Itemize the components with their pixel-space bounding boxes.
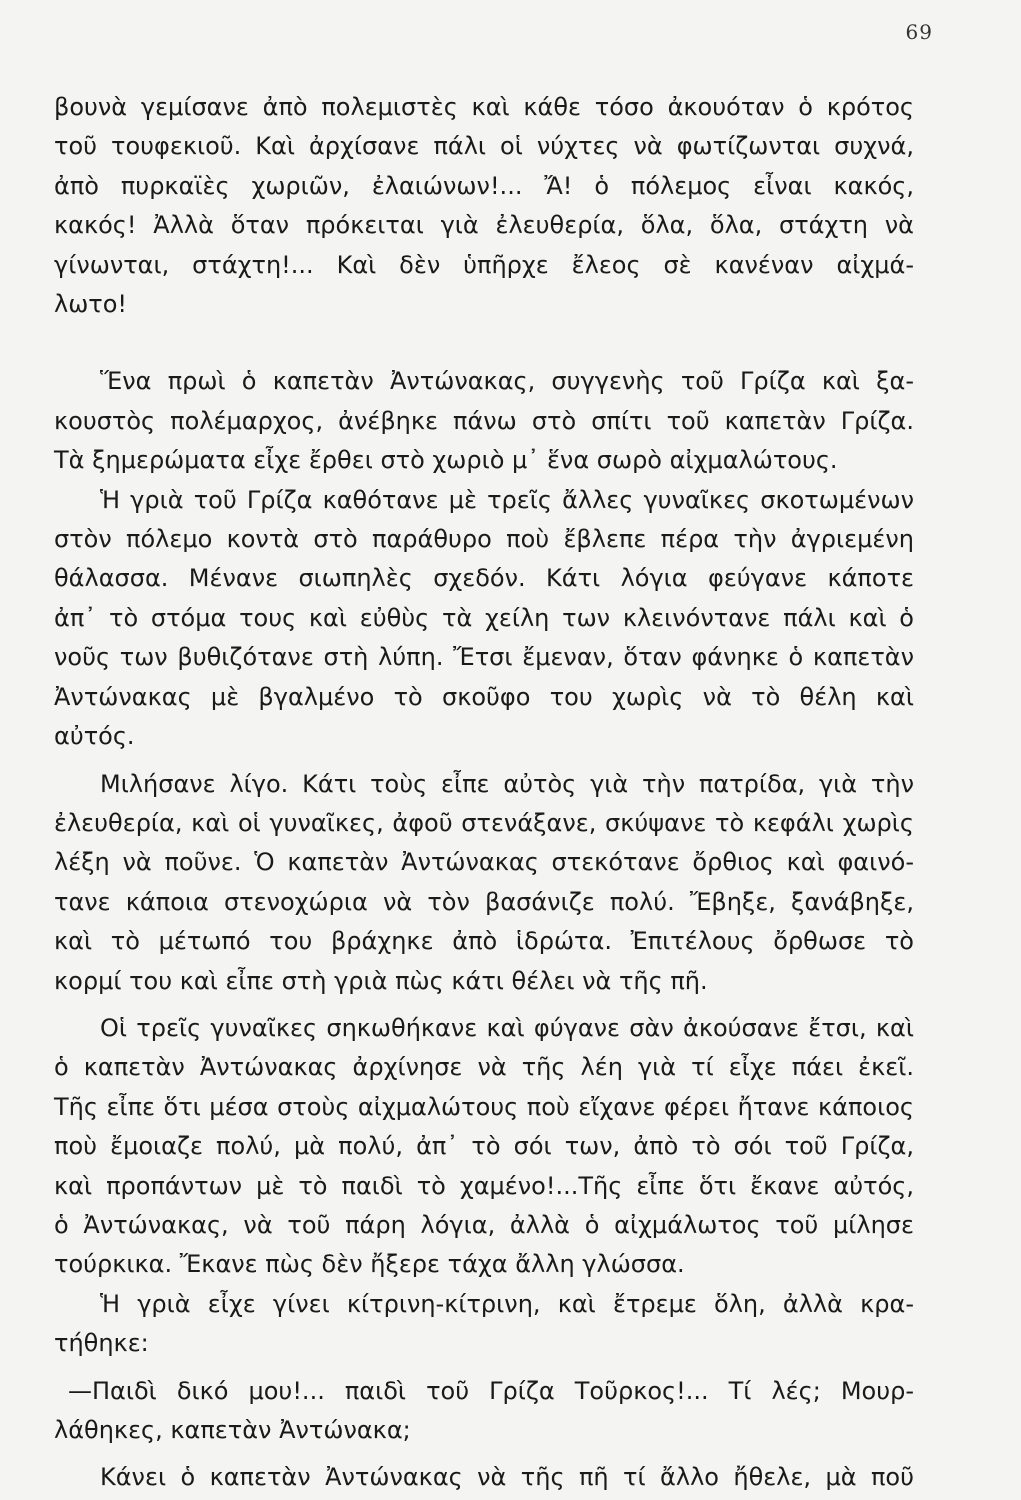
text-line: Τὰ ξημερώματα εἶχε ἔρθει στὸ χωριὸ μ᾿ ἕνα σωρὸ αἰχμαλώτους. xyxy=(54,446,838,475)
text-line: ὁ καπετὰν Ἀντώνακας ἀρχίνησε νὰ τῆς λέη γιὰ τί εἶχε πάει ἐκεῖ. xyxy=(54,1053,914,1082)
text-line: τοῦ τουφεκιοῦ. Καὶ ἀρχίσανε πάλι οἱ νύχτες νὰ φωτίζωνται συχνά, xyxy=(54,132,914,161)
text-line: Ἡ γριὰ εἶχε γίνει κίτρινη-κίτρινη, καὶ ἔτρεμε ὅλη, ἀλλὰ κρα- xyxy=(100,1289,914,1318)
paragraph-gap xyxy=(54,324,914,362)
paragraph-gap xyxy=(54,1001,914,1009)
paragraph xyxy=(54,481,914,757)
text-line: ποὺ ἔμοιαζε πολύ, μὰ πολύ, ἀπ᾿ τὸ σόι των, ἀπὸ τὸ σόι τοῦ Γρίζα, xyxy=(54,1132,914,1161)
text-line: Ἕνα πρωὶ ὁ καπετὰν Ἀντώνακας, συγγενὴς τοῦ Γρίζα καὶ ξα- xyxy=(100,367,914,396)
text-line: Ἀντώνακας μὲ βγαλμένο τὸ σκοῦφο του χωρὶς νὰ τὸ θέλη καὶ xyxy=(54,682,914,711)
text-line: λωτο! xyxy=(54,290,128,319)
text-line: Οἱ τρεῖς γυναῖκες σηκωθήκανε καὶ φύγανε σὰν ἀκούσανε ἔτσι, καὶ xyxy=(100,1013,914,1042)
text-line: ἀπὸ πυρκαϊὲς χωριῶν, ἐλαιώνων!... Ἄ! ὁ πόλεμος εἶναι κακός, xyxy=(54,171,914,200)
text-line: θάλασσα. Μένανε σιωπηλὲς σχεδόν. Κάτι λόγια φεύγανε κάποτε xyxy=(54,564,914,593)
body-text xyxy=(54,88,914,1498)
paragraph-gap xyxy=(54,757,914,765)
text-line: ἀπ᾿ τὸ στόμα τους καὶ εὐθὺς τὰ χείλη των κλεινόντανε πάλι καὶ ὁ xyxy=(54,603,914,632)
paragraph xyxy=(54,362,914,480)
text-line: καὶ τὸ μέτωπό του βράχηκε ἀπὸ ἱδρώτα. Ἐπιτέλους ὄρθωσε τὸ xyxy=(54,927,914,956)
text-line: νοῦς των βυθιζότανε στὴ λύπη. Ἔτσι ἔμεναν, ὅταν φάνηκε ὁ καπετὰν xyxy=(54,643,914,672)
paragraph xyxy=(54,765,914,1001)
text-line: τήθηκε: xyxy=(54,1329,149,1358)
paragraph-gap xyxy=(54,1450,914,1458)
text-line: τανε κάποια στενοχώρια νὰ τὸν βασάνιζε πολύ. Ἔβηξε, ξανάβηξε, xyxy=(54,887,914,916)
text-line: τούρκικα. Ἔκανε πὼς δὲν ἤξερε τάχα ἄλλη γλώσσα. xyxy=(54,1250,685,1279)
text-line: Κάνει ὁ καπετὰν Ἀντώνακας νὰ τῆς πῆ τί ἄλλο ἤθελε, μὰ ποῦ xyxy=(100,1463,914,1492)
text-line: λάθηκες, καπετὰν Ἀντώνακα; xyxy=(54,1416,411,1444)
text-line: ἐλευθερία, καὶ οἱ γυναῖκες, ἀφοῦ στενάξανε, σκύψανε τὸ κεφάλι χωρὶς xyxy=(54,808,914,837)
text-line: λέξη νὰ ποῦνε. Ὁ καπετὰν Ἀντώνακας στεκότανε ὄρθιος καὶ φαινό- xyxy=(54,848,914,877)
text-line: Ἡ γριὰ τοῦ Γρίζα καθότανε μὲ τρεῖς ἄλλες γυναῖκες σκοτωμένων xyxy=(100,485,914,514)
text-line: κορμί του καὶ εἶπε στὴ γριὰ πὼς κάτι θέλει νὰ τῆς πῆ. xyxy=(54,966,708,995)
text-line: κακός! Ἀλλὰ ὅταν πρόκειται γιὰ ἐλευθερία, ὅλα, ὅλα, στάχτη νὰ xyxy=(54,211,914,240)
dialogue-paragraph xyxy=(54,1372,914,1451)
text-line: Τῆς εἶπε ὅτι μέσα στοὺς αἰχμαλώτους ποὺ εἴχανε φέρει ἤτανε κάποιος xyxy=(54,1092,914,1121)
paragraph xyxy=(54,88,914,324)
text-line: ὁ Ἀντώνακας, νὰ τοῦ πάρη λόγια, ἀλλὰ ὁ αἰχμάλωτος τοῦ μίλησε xyxy=(54,1210,914,1239)
text-line: αὐτός. xyxy=(54,722,135,751)
paragraph xyxy=(54,1009,914,1285)
text-line: —Παιδὶ δικό μου!... παιδὶ τοῦ Γρίζα Τοῦρκος!... Τί λές; Μουρ- xyxy=(68,1376,914,1405)
text-line: κουστὸς πολέμαρχος, ἀνέβηκε πάνω στὸ σπίτι τοῦ καπετὰν Γρίζα. xyxy=(54,406,914,435)
text-line: βουνὰ γεμίσανε ἀπὸ πολεμιστὲς καὶ κάθε τόσο ἀκουόταν ὁ κρότος xyxy=(54,93,914,121)
text-line: στὸν πόλεμο κοντὰ στὸ παράθυρο ποὺ ἔβλεπε πέρα τὴν ἀγριεμένη xyxy=(54,525,914,554)
paragraph xyxy=(54,1285,914,1364)
page-number: 69 xyxy=(905,20,933,44)
text-line: γίνωνται, στάχτη!... Καὶ δὲν ὑπῆρχε ἔλεος σὲ κανέναν αἰχμά- xyxy=(54,250,914,279)
paragraph xyxy=(54,1458,914,1497)
paragraph-gap xyxy=(54,1364,914,1372)
text-line: Μιλήσανε λίγο. Κάτι τοὺς εἶπε αὐτὸς γιὰ τὴν πατρίδα, γιὰ τὴν xyxy=(100,769,914,798)
text-line: καὶ προπάντων μὲ τὸ παιδὶ τὸ χαμένο!...Τῆς εἶπε ὅτι ἔκανε αὐτός, xyxy=(54,1171,914,1200)
